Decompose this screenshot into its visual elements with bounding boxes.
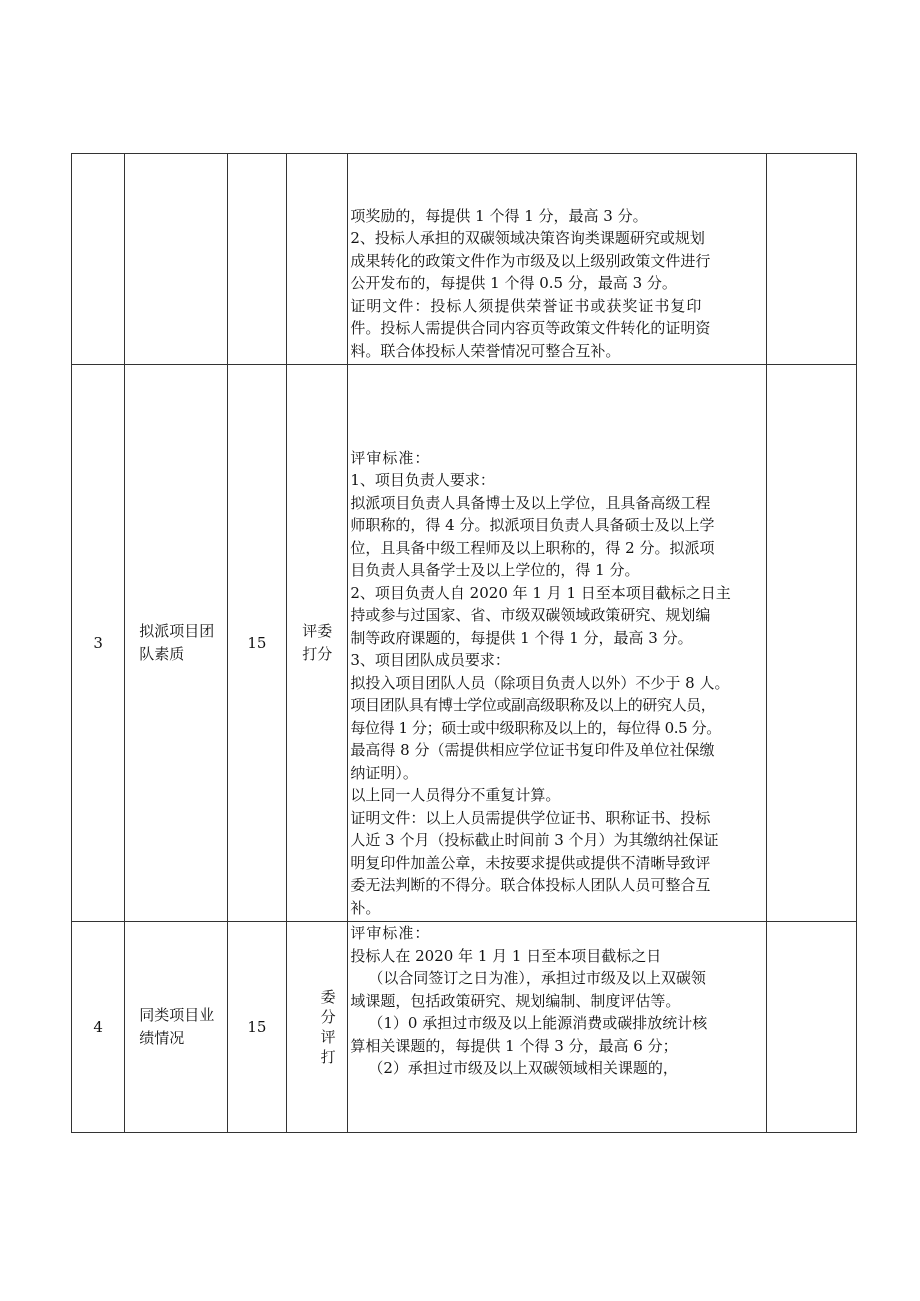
content-line: 拟派项目负责人具备博士及以上学位，且具备高级工程 <box>350 493 711 512</box>
content-line: 2、投标人承担的双碳领域决策咨询类课题研究或规划 <box>350 229 705 247</box>
content-line: 项奖励的，每提供 1 个得 1 分，最高 3 分。 <box>350 206 648 225</box>
content-line: 每位得 1 分；硕士或中级职称及以上的，每位得 0.5 分。 <box>350 718 721 737</box>
row-method <box>287 154 348 365</box>
row-score: 15 <box>227 365 286 922</box>
row-score <box>227 154 286 365</box>
content-line: 料。联合体投标人荣誉情况可整合互补。 <box>350 341 621 360</box>
table-row <box>72 922 857 1133</box>
table-row <box>72 365 857 922</box>
content-line: 委无法判断的不得分。联合体投标人团队人员可整合互 <box>350 876 711 894</box>
method-char: 委 <box>320 988 336 1006</box>
content-line: 以上同一人员得分不重复计算。 <box>350 786 561 804</box>
content-line: 目负责人具备学士及以上学位的，得 1 分。 <box>350 561 640 579</box>
row-item: 拟派项目团队素质 <box>125 365 228 922</box>
content-line: 公开发布的，每提供 1 个得 0.5 分，最高 3 分。 <box>350 274 677 292</box>
content-line: 算相关课题的，每提供 1 个得 3 分，最高 6 分； <box>350 1036 678 1055</box>
content-line: 成果转化的政策文件作为市级及以上级别政策文件进行 <box>350 251 711 270</box>
table-row <box>72 154 857 365</box>
row-content <box>348 365 766 922</box>
content-line: 补。 <box>350 898 381 917</box>
content-line: 评审标准： <box>350 924 431 942</box>
method-text: 评委打分 <box>302 622 333 663</box>
content-line: 投标人在 2020 年 1 月 1 日至本项目截标之日 <box>350 946 662 965</box>
row-number: 4 <box>72 922 125 1133</box>
row-item: 同类项目业绩情况 <box>125 922 228 1133</box>
content-line: 人近 3 个月（投标截止时间前 3 个月）为其缴纳社保证 <box>350 831 719 849</box>
content-line: 2、项目负责人自 2020 年 1 月 1 日至本项目截标之日主 <box>350 583 731 602</box>
content-line: 证明文件：以上人员需提供学位证书、职称证书、投标 <box>350 808 711 827</box>
row-number: 3 <box>72 365 125 922</box>
method-vertical-text <box>319 987 337 1067</box>
row-score: 15 <box>227 922 286 1133</box>
content-line: 制等政府课题的，每提供 1 个得 1 分，最高 3 分。 <box>350 628 693 647</box>
content-line: 评审标准： <box>350 448 431 467</box>
row-content <box>348 922 766 1133</box>
content-line: 3、项目团队成员要求： <box>350 651 510 669</box>
content-line: 1、项目负责人要求： <box>350 471 495 489</box>
scoring-table <box>71 153 857 1133</box>
row-content <box>348 154 766 365</box>
content-line: 师职称的，得 4 分。拟派项目负责人具备硕士及以上学 <box>350 516 715 534</box>
content-line: （2）承担过市级及以上双碳领域相关课题的， <box>368 1059 678 1077</box>
content-line: 证明文件：投标人须提供荣誉证书或获奖证书复印 <box>350 296 703 315</box>
content-line: 最高得 8 分（需提供相应学位证书复印件及单位社保缴 <box>350 741 715 759</box>
content-line: 域课题，包括政策研究、规划编制、制度评估等。 <box>350 991 681 1010</box>
content-line: 位，且具备中级工程师及以上职称的，得 2 分。拟派项 <box>350 538 715 557</box>
content-line: （1）0 承担过市级及以上能源消费或碳排放统计核 <box>368 1014 708 1032</box>
content-line: 件。投标人需提供合同内容页等政策文件转化的证明资 <box>350 319 711 337</box>
content-line: 持或参与过国家、省、市级双碳领域政策研究、规划编 <box>350 606 711 624</box>
method-char: 评 <box>320 1028 336 1046</box>
row-item <box>125 154 228 365</box>
content-line: 明复印件加盖公章，未按要求提供或提供不清晰导致评 <box>350 853 711 872</box>
content-line: 项目团队具有博士学位或副高级职称及以上的研究人员， <box>350 696 716 714</box>
row-remark <box>766 365 857 922</box>
content-line: 拟投入项目团队人员（除项目负责人以外）不少于 8 人。 <box>350 673 730 692</box>
content-line: （以合同签订之日为准），承担过市级及以上双碳领 <box>368 969 706 987</box>
method-char: 分 <box>320 1008 336 1026</box>
row-number <box>72 154 125 365</box>
row-method <box>287 365 348 922</box>
row-remark <box>766 154 857 365</box>
row-method <box>287 922 348 1133</box>
method-char: 打 <box>320 1048 336 1066</box>
row-remark <box>766 922 857 1133</box>
content-line: 纳证明）。 <box>350 763 418 782</box>
